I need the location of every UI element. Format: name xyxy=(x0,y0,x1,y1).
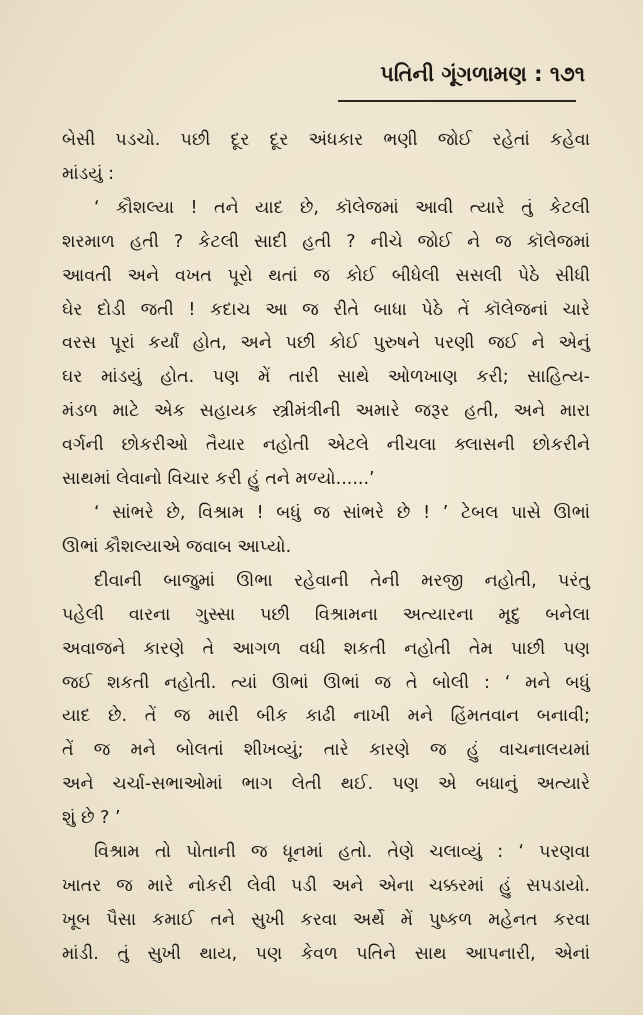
text-line: ‘ કૌશલ્યા ! તને યાદ છે, કૉલેજમાં આવી ત્યારે તું કેટલી xyxy=(94,197,590,218)
text-line: આવતી અને વખત પૂરો થતાં જ કોઈ બીધેલી સસલી પેઠે સીધી xyxy=(62,265,590,286)
text-line: સાથમાં લેવાનો વિચાર કરી હું તને મળ્યો......’ xyxy=(62,469,375,490)
text-line: માંડી. તું સુખી થાય, પણ કેવળ પતિને સાથ આપનારી, એનાં xyxy=(62,943,590,964)
text-line: જઈ શકતી નહોતી. ત્યાં ઊભાં ઊભાં જ તે બોલી : ‘ મને બધું xyxy=(62,672,590,693)
running-head: પતિની ગૂંગળામણ : ૧૭૧ xyxy=(380,62,585,86)
body-text xyxy=(62,124,590,972)
text-line: ખૂબ પૈસા કમાઈ તને સુખી કરવા અર્થે મેં પુષ્કળ મહેનત કરવા xyxy=(62,909,590,930)
text-line: માંડયું : xyxy=(62,163,115,184)
text-line: પહેલી વારના ગુસ્સા પછી વિશ્રામના અત્યારના મૃદુ બનેલા xyxy=(62,604,590,625)
text-line: વરસ પૂરાં કર્યાં હોત, અને પછી કોઈ પુરુષને પરણી જઈ ને એનું xyxy=(62,333,590,354)
text-line: અને ચર્ચા-સભાઓમાં ભાગ લેતી થઈ. પણ એ બધાનું અત્યારે xyxy=(62,774,590,795)
paragraph xyxy=(62,497,590,565)
text-line: વર્ગની છોકરીઓ તૈયાર નહોતી એટલે નીચલા ક્લાસની છોકરીને xyxy=(62,435,590,456)
text-line: મંડળ માટે એક સહાયક સ્ત્રીમંત્રીની અમારે જરૂર હતી, અને મારા xyxy=(62,401,590,422)
running-head-underline xyxy=(338,100,576,102)
paragraph xyxy=(62,124,590,192)
paragraph xyxy=(62,836,590,972)
text-line: તેં જ મને બોલતાં શીખવ્યું; તારે કારણે જ હું વાચનાલયમાં xyxy=(62,740,590,761)
paragraph xyxy=(62,565,590,836)
text-line: શરમાળ હતી ? કેટલી સાદી હતી ? નીચે જોઈ ને જ કૉલેજમાં xyxy=(62,231,590,252)
text-line: ઘેર દોડી જતી ! કદાચ આ જ રીતે બાધા પેઠે તેં કૉલેજનાં ચારે xyxy=(62,299,590,320)
text-line: બેસી પડચો. પછી દૂર દૂર અંધકાર ભણી જોઈ રહેતાં કહેવા xyxy=(62,130,590,150)
text-line: અવાજને કારણે તે આગળ વધી શકતી નહોતી તેમ પાછી પણ xyxy=(62,638,590,659)
text-line: ઊભાં કૌશલ્યાએ જવાબ આપ્યો. xyxy=(62,536,292,557)
text-line: ખાતર જ મારે નોકરી લેવી પડી અને એના ચક્કરમાં હું સપડાયો. xyxy=(62,875,590,896)
text-line: શું છે ? ’ xyxy=(62,808,121,829)
text-line: દીવાની બાજુમાં ઊભા રહેવાની તેની મરજી નહોતી, પરંતુ xyxy=(94,570,590,591)
text-line: ‘ સાંભરે છે, વિશ્રામ ! બધું જ સાંભરે છે ! ’ ટેબલ પાસે ઊભાં xyxy=(94,502,590,523)
paragraph xyxy=(62,192,590,497)
text-line: યાદ છે. તેં જ મારી બીક કાઢી નાખી મને હિંમતવાન બનાવી; xyxy=(62,706,590,727)
text-line: વિશ્રામ તો પોતાની જ ધૂનમાં હતો. તેણે ચલાવ્યું : ‘ પરણવા xyxy=(94,842,590,863)
text-line: ઘર માંડયું હોત. પણ મેં તારી સાથે ઓળખાણ કરી; સાહિત્ય- xyxy=(62,367,590,388)
